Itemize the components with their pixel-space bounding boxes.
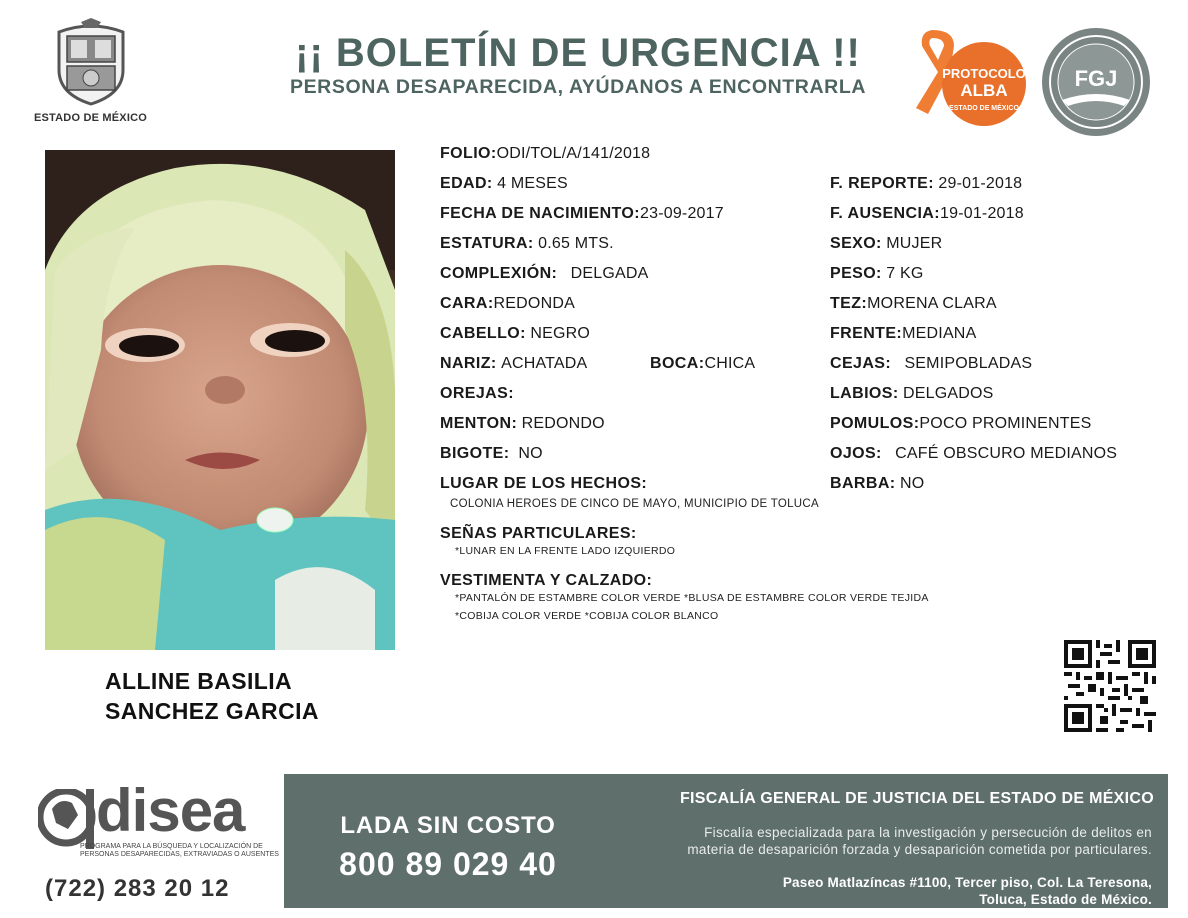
field-f-reporte — [830, 175, 1022, 193]
field-value: 0.65 MTS. — [538, 235, 614, 252]
field-fecha-nacimiento — [440, 205, 724, 223]
field-value: CAFÉ OBSCURO MEDIANOS — [895, 445, 1118, 462]
alba-line3: ESTADO DE MÉXICO — [949, 105, 1019, 112]
field-label: MENTON: — [440, 415, 518, 432]
field-complexion — [440, 265, 649, 283]
field-boca — [650, 355, 755, 373]
field-tez — [830, 295, 997, 313]
field-value: DELGADOS — [903, 385, 994, 402]
field-value: SEMIPOBLADAS — [904, 355, 1033, 372]
field-vestimenta-line1: *PANTALÓN DE ESTAMBRE COLOR VERDE *BLUSA DE ESTAMBRE COLOR VERDE TEJIDA — [455, 592, 929, 604]
field-label: SEXO: — [830, 235, 882, 252]
state-logo — [28, 18, 153, 124]
person-name-line2: SANCHEZ GARCIA — [105, 698, 319, 724]
field-label: POMULOS: — [830, 415, 920, 432]
fiscalia-address — [614, 874, 1152, 908]
odisea-phone[interactable]: (722) 283 20 12 — [45, 875, 230, 902]
field-vestimenta-label — [440, 572, 652, 590]
field-label: OJOS: — [830, 445, 882, 462]
field-label: F. REPORTE: — [830, 175, 934, 192]
bulletin-subtitle: PERSONA DESAPARECIDA, AYÚDANOS A ENCONTRARLA — [289, 76, 867, 98]
field-value: CHICA — [704, 355, 756, 372]
field-value: MEDIANA — [902, 325, 977, 342]
field-value: ACHATADA — [501, 355, 588, 372]
field-orejas — [440, 385, 514, 403]
odisea-logo — [38, 777, 279, 865]
fiscalia-description — [604, 824, 1152, 858]
fgj-label: FGJ — [1074, 66, 1118, 91]
person-name-line1: ALLINE BASILIA — [105, 668, 293, 694]
field-frente — [830, 325, 976, 343]
field-value: 29-01-2018 — [938, 175, 1023, 192]
field-lugar-label — [440, 475, 647, 493]
field-label: FOLIO: — [440, 145, 497, 162]
bulletin-title-block — [268, 30, 888, 99]
toll-free-label: LADA SIN COSTO — [340, 812, 556, 839]
field-label: PESO: — [830, 265, 882, 282]
field-f-ausencia — [830, 205, 1024, 223]
field-cabello — [440, 325, 590, 343]
field-value: NEGRO — [530, 325, 590, 342]
protocolo-alba-logo — [902, 24, 1030, 136]
field-label: BOCA: — [650, 355, 705, 372]
state-coat-of-arms-icon — [51, 18, 131, 106]
field-value: MORENA CLARA — [867, 295, 997, 312]
fiscalia-address-line1: Paseo Matlazíncas #1100, Tercer piso, Col. La Teresona, — [782, 875, 1152, 890]
fgj-seal-icon — [1040, 26, 1152, 138]
field-menton — [440, 415, 605, 433]
alba-line1: PROTOCOLO — [942, 66, 1026, 81]
footer-contact-panel — [284, 774, 1168, 908]
field-label: BIGOTE: — [440, 445, 510, 462]
field-nariz — [440, 355, 587, 373]
field-lugar-value: COLONIA HEROES DE CINCO DE MAYO, MUNICIPIO DE TOLUCA — [450, 498, 819, 510]
field-value: MUJER — [886, 235, 943, 252]
field-cejas — [830, 355, 1032, 373]
fiscalia-title: FISCALÍA GENERAL DE JUSTICIA DEL ESTADO DE MÉXICO — [679, 790, 1154, 807]
person-name — [105, 666, 319, 726]
field-vestimenta-line2: *COBIJA COLOR VERDE *COBIJA COLOR BLANCO — [455, 610, 719, 622]
field-edad — [440, 175, 568, 193]
field-value: POCO PROMINENTES — [919, 415, 1092, 432]
toll-free-number[interactable]: 800 89 029 40 — [339, 846, 557, 882]
field-label: CABELLO: — [440, 325, 526, 342]
odisea-description: PROGRAMA PARA LA BÚSQUEDA Y LOCALIZACIÓN DE PERSONAS DESAPARECIDAS, EXTRAVIADAS O AUSENTES — [80, 843, 279, 858]
field-folio — [440, 145, 650, 163]
field-pomulos — [830, 415, 1092, 433]
field-value: 7 KG — [886, 265, 924, 282]
field-label: F. AUSENCIA: — [830, 205, 940, 222]
field-label: FECHA DE NACIMIENTO: — [440, 205, 640, 222]
field-label: CEJAS: — [830, 355, 892, 372]
field-label: VESTIMENTA Y CALZADO: — [440, 572, 653, 589]
field-value: NO — [899, 475, 925, 492]
field-sexo — [830, 235, 942, 253]
alba-line2: ALBA — [960, 81, 1008, 100]
field-label: EDAD: — [440, 175, 493, 192]
field-bigote — [440, 445, 543, 463]
field-label: CARA: — [440, 295, 494, 312]
field-labios — [830, 385, 994, 403]
odisea-wordmark: disea — [96, 777, 245, 844]
field-label: LABIOS: — [830, 385, 899, 402]
field-label: LUGAR DE LOS HECHOS: — [440, 475, 648, 492]
field-label: TEZ: — [830, 295, 868, 312]
field-value: ODI/TOL/A/141/2018 — [496, 145, 651, 162]
field-senas-label — [440, 525, 637, 543]
field-label: COMPLEXIÓN: — [440, 265, 558, 282]
fiscalia-description-line1: Fiscalía especializada para la investigación y persecución de delitos en — [704, 825, 1152, 840]
field-value: REDONDO — [521, 415, 605, 432]
field-senas-value: *LUNAR EN LA FRENTE LADO IZQUIERDO — [455, 545, 676, 557]
fiscalia-address-line2: Toluca, Estado de México. — [979, 892, 1152, 907]
field-value: 19-01-2018 — [940, 205, 1024, 222]
missing-person-photo — [45, 150, 395, 650]
field-label: BARBA: — [830, 475, 896, 492]
state-label: ESTADO DE MÉXICO — [33, 112, 147, 124]
fiscalia-description-line2: materia de desaparición forzada y desaparición cometida por particulares. — [687, 842, 1152, 857]
field-value: DELGADA — [570, 265, 649, 282]
field-value: 23-09-2017 — [640, 205, 724, 222]
field-value: 4 MESES — [497, 175, 568, 192]
field-cara — [440, 295, 575, 313]
field-barba — [830, 475, 924, 493]
field-value: NO — [518, 445, 543, 462]
field-label: OREJAS: — [440, 385, 514, 402]
field-label: NARIZ: — [440, 355, 497, 372]
field-estatura — [440, 235, 614, 253]
qr-code-icon[interactable] — [1064, 640, 1156, 732]
field-label: SEÑAS PARTICULARES: — [440, 525, 637, 542]
field-ojos — [830, 445, 1117, 463]
field-label: FRENTE: — [830, 325, 903, 342]
field-label: ESTATURA: — [440, 235, 534, 252]
field-value: REDONDA — [493, 295, 575, 312]
bulletin-title: ¡¡ BOLETÍN DE URGENCIA !! — [295, 31, 861, 75]
field-peso — [830, 265, 924, 283]
